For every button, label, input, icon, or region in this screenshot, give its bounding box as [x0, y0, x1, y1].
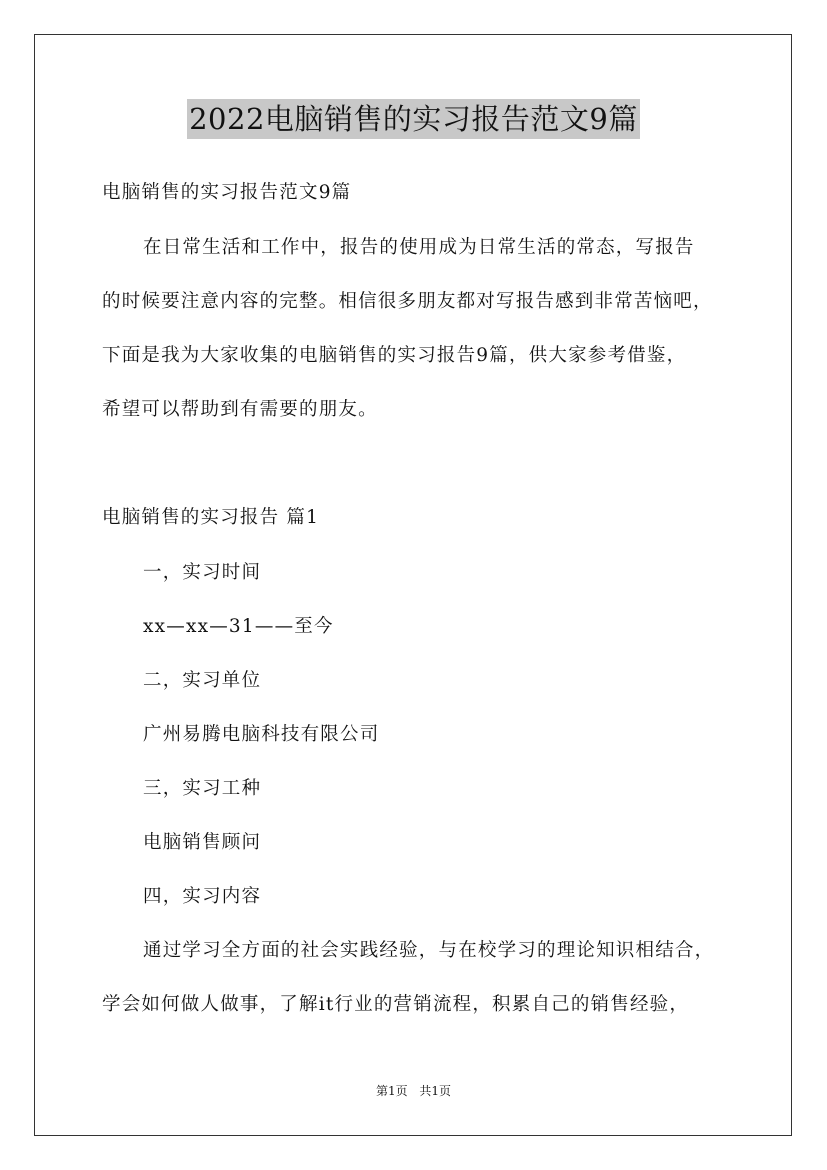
document-title: 2022电脑销售的实习报告范文9篇	[187, 99, 640, 139]
item-line: 四，实习内容	[143, 886, 262, 907]
section-heading: 电脑销售的实习报告 篇1	[102, 507, 320, 528]
item-line: 二，实习单位	[143, 670, 262, 691]
item-line: 三，实习工种	[143, 778, 262, 799]
page-footer	[0, 1082, 827, 1099]
title-container	[0, 99, 827, 139]
page-number: 第1页	[375, 1084, 408, 1098]
item-line: 电脑销售顾问	[143, 832, 262, 853]
page-total: 共1页	[419, 1084, 452, 1098]
intro-line: 希望可以帮助到有需要的朋友。	[102, 399, 378, 420]
item-line: xx—xx—31——至今	[143, 616, 334, 637]
intro-line: 下面是我为大家收集的电脑销售的实习报告9篇，供大家参考借鉴，	[102, 345, 687, 366]
item-line: 一，实习时间	[143, 562, 262, 583]
intro-line: 的时候要注意内容的完整。相信很多朋友都对写报告感到非常苦恼吧，	[102, 291, 713, 312]
body-line: 学会如何做人做事，了解it行业的营销流程，积累自己的销售经验，	[102, 994, 690, 1015]
body-line: 通过学习全方面的社会实践经验，与在校学习的理论知识相结合，	[143, 940, 715, 961]
item-line: 广州易腾电脑科技有限公司	[143, 724, 380, 745]
intro-line: 在日常生活和工作中，报告的使用成为日常生活的常态，写报告	[143, 237, 695, 258]
document-subtitle: 电脑销售的实习报告范文9篇	[102, 182, 352, 203]
